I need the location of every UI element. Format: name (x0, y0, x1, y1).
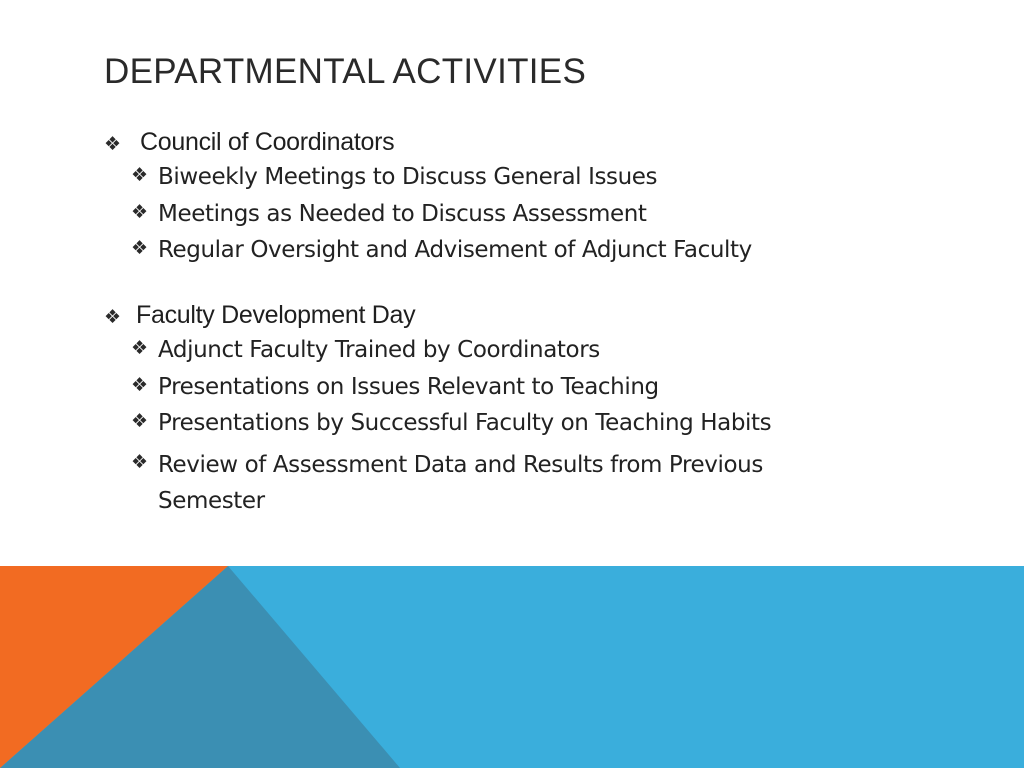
list-item (104, 201, 752, 238)
diamond-bullet-icon: ❖ (131, 164, 149, 186)
section-heading (104, 128, 752, 164)
list-item-text: Presentations on Issues Relevant to Teaching (158, 373, 659, 400)
list-item-text: Adjunct Faculty Trained by Coordinators (158, 337, 600, 363)
list-item-text: Review of Assessment Data and Results from Previous Semester (158, 451, 763, 514)
bullet-list (104, 337, 858, 520)
list-item-text: Meetings as Needed to Discuss Assessment (158, 200, 647, 227)
section-heading (104, 301, 858, 337)
list-item-text: Biweekly Meetings to Discuss General Issues (158, 164, 658, 190)
list-item (104, 237, 752, 274)
slide-title: DEPARTMENTAL ACTIVITIES (104, 52, 587, 91)
section-council-of-coordinators (104, 128, 752, 274)
decorative-footer-shapes (0, 566, 1024, 768)
list-item-text: Regular Oversight and Advisement of Adjunct Faculty (158, 237, 752, 263)
section-heading-text: Faculty Development Day (136, 301, 416, 329)
section-faculty-development-day (104, 301, 858, 520)
bullet-list (104, 164, 752, 274)
list-item (104, 337, 858, 374)
diamond-bullet-icon: ❖ (104, 133, 122, 155)
list-item-text: Presentations by Successful Faculty on Teaching Habits (158, 410, 772, 436)
list-item (104, 374, 858, 411)
diamond-bullet-icon: ❖ (131, 450, 149, 473)
list-item (104, 447, 858, 520)
diamond-bullet-icon: ❖ (131, 337, 149, 359)
diamond-bullet-icon: ❖ (104, 306, 122, 328)
diamond-bullet-icon: ❖ (131, 373, 149, 396)
diamond-bullet-icon: ❖ (131, 410, 149, 432)
section-heading-text: Council of Coordinators (140, 128, 395, 156)
diamond-bullet-icon: ❖ (131, 237, 149, 259)
diamond-bullet-icon: ❖ (131, 200, 149, 223)
list-item (104, 410, 858, 447)
list-item (104, 164, 752, 201)
